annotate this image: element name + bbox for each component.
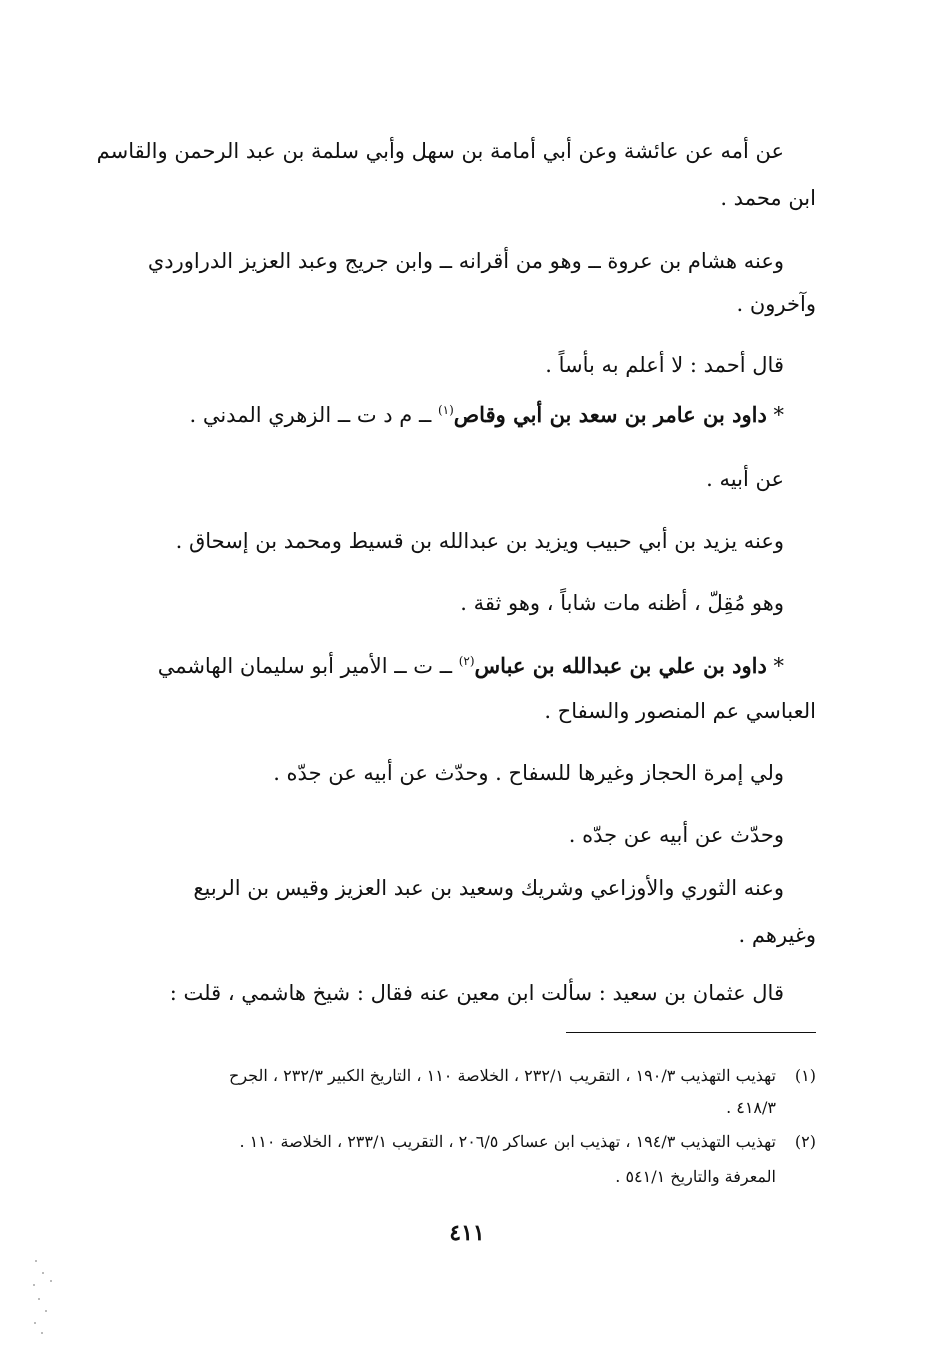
text-line: ابن محمد .: [720, 186, 816, 210]
text-line: وحدّث عن أبيه عن جدّه .: [568, 823, 784, 847]
text-line: وآخرون .: [736, 292, 816, 316]
text-line: وعنه يزيد بن أبي حبيب ويزيد بن عبدالله بن قسيط ومحمد بن إسحاق .: [175, 529, 784, 553]
footnote-ref: (٢): [458, 654, 475, 668]
entry-heading: [189, 400, 784, 430]
entry-star: *: [773, 654, 784, 678]
footnote-separator: [566, 1032, 816, 1033]
text-line: وغيرهم .: [738, 923, 816, 947]
text-line: وهو مُقِلّ ، أظنه مات شاباً ، وهو ثقة .: [460, 591, 784, 615]
entry-heading: [158, 651, 784, 681]
footnote-text: تهذيب التهذيب ١٩٠/٣ ، التقريب ٢٣٢/١ ، الخلاصة ١١٠ ، التاريخ الكبير ٢٣٢/٣ ، الجرح: [229, 1066, 776, 1085]
entry-name: داود بن علي بن عبدالله بن عباس: [474, 653, 767, 678]
footnote-number: (٢): [794, 1132, 816, 1151]
text-line: وعنه الثوري والأوزاعي وشريك وسعيد بن عبد العزيز وقيس بن الربيع: [193, 876, 784, 900]
text-line: وعنه هشام بن عروة ــ وهو من أقرانه ــ وابن جريج وعبد العزيز الدراوردي: [147, 249, 784, 273]
entry-details: ــ ت ــ الأمير أبو سليمان الهاشمي: [157, 654, 453, 678]
text-line: قال أحمد : لا أعلم به بأساً .: [545, 353, 784, 377]
footnote-text: المعرفة والتاريخ ٥٤١/١ .: [615, 1167, 776, 1186]
text-line: عن أمه عن عائشة وعن أبي أمامة بن سهل وأبي سلمة بن عبد الرحمن والقاسم: [96, 139, 784, 163]
entry-star: *: [773, 403, 784, 427]
scan-specks: [30, 1250, 70, 1340]
entry-details: ــ م د ت ــ الزهري المدني .: [189, 403, 432, 427]
footnote-ref: (١): [437, 403, 454, 417]
text-line: قال عثمان بن سعيد : سألت ابن معين عنه فقال : شيخ هاشمي ، قلت :: [169, 981, 784, 1005]
text-line: عن أبيه .: [706, 467, 784, 491]
footnote-text: تهذيب التهذيب ١٩٤/٣ ، تهذيب ابن عساكر ٢٠٦/٥ ، التقريب ٢٣٣/١ ، الخلاصة ١١٠ .: [239, 1132, 776, 1151]
footnote-number: (١): [794, 1066, 816, 1085]
entry-name: داود بن عامر بن سعد بن أبي وقاص: [453, 402, 767, 427]
text-line: العباسي عم المنصور والسفاح .: [544, 699, 816, 723]
page-number: ٤١١: [449, 1220, 485, 1246]
footnote-text: ٤١٨/٣ .: [726, 1098, 776, 1117]
text-line: ولي إمرة الحجاز وغيرها للسفاح . وحدّث عن أبيه عن جدّه .: [273, 761, 784, 785]
